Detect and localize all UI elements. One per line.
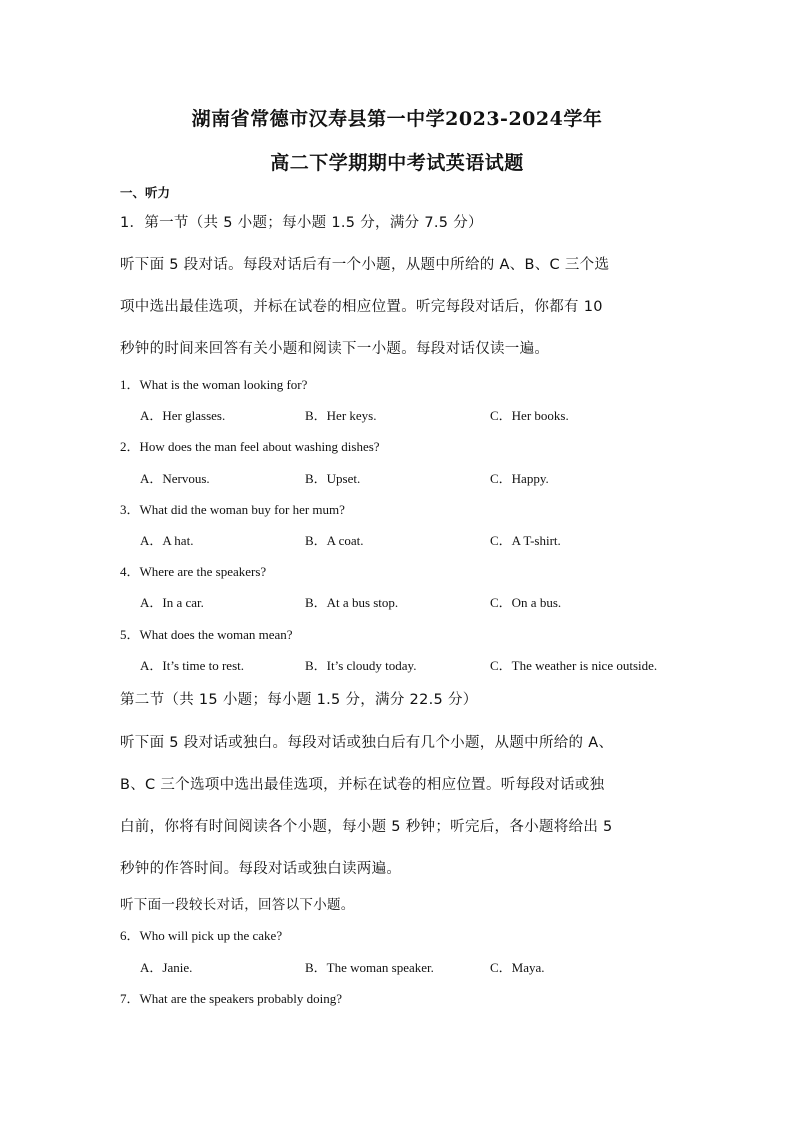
part2-instruction-line: 秒钟的作答时间。每段对话或独白读两遍。 — [120, 861, 402, 877]
part1-instruction-line: 听下面 5 段对话。每段对话后有一个小题，从题中所给的 A、B、C 三个选 — [120, 257, 610, 273]
exam-title-line-1: 湖南省常德市汉寿县第一中学2023-2024学年 — [191, 108, 603, 130]
part2-instruction-line: 白前，你将有时间阅读各个小题，每小题 5 秒钟；听完后，各小题将给出 5 — [120, 819, 613, 835]
question-1-option-b: B．Her keys. — [305, 408, 377, 423]
question-2-stem: 2．How does the man feel about washing dishes? — [120, 439, 380, 454]
section-heading-listening: 一、听力 — [120, 185, 171, 200]
part1-instruction-line: 秒钟的时间来回答有关小题和阅读下一小题。每段对话仅读一遍。 — [120, 341, 550, 357]
question-1-option-c: C．Her books. — [490, 408, 569, 423]
question-6-option-a: A．Janie. — [140, 960, 193, 975]
question-6-stem: 6．Who will pick up the cake? — [120, 928, 283, 943]
question-6-option-b: B．The woman speaker. — [305, 960, 434, 975]
part1-instruction-line: 项中选出最佳选项，并标在试卷的相应位置。听完每段对话后，你都有 10 — [120, 299, 603, 315]
question-3-stem: 3．What did the woman buy for her mum? — [120, 502, 345, 517]
exam-title-line-2: 高二下学期期中考试英语试题 — [270, 152, 524, 174]
question-5-option-b: B．It’s cloudy today. — [305, 658, 417, 673]
part2-sub-instruction: 听下面一段较长对话，回答以下小题。 — [120, 897, 355, 913]
question-1-option-a: A．Her glasses. — [140, 408, 226, 423]
question-4-stem: 4．Where are the speakers? — [120, 564, 267, 579]
part2-instruction-line: 听下面 5 段对话或独白。每段对话或独白后有几个小题，从题中所给的 A、 — [120, 735, 614, 751]
part2-instruction-line: B、C 三个选项中选出最佳选项，并标在试卷的相应位置。听每段对话或独 — [120, 777, 605, 793]
question-5-stem: 5．What does the woman mean? — [120, 627, 293, 642]
question-7-stem: 7．What are the speakers probably doing? — [120, 991, 343, 1006]
part1-header: 1．第一节（共 5 小题；每小题 1.5 分，满分 7.5 分） — [120, 215, 483, 231]
part2-header: 第二节（共 15 小题；每小题 1.5 分，满分 22.5 分） — [120, 692, 478, 708]
question-2-option-b: B．Upset. — [305, 471, 361, 486]
question-4-option-a: A．In a car. — [140, 595, 204, 610]
question-2-option-a: A．Nervous. — [140, 471, 210, 486]
question-4-option-b: B．At a bus stop. — [305, 595, 399, 610]
question-4-option-c: C．On a bus. — [490, 595, 562, 610]
question-6-option-c: C．Maya. — [490, 960, 545, 975]
question-3-option-c: C．A T-shirt. — [490, 533, 561, 548]
question-1-stem: 1．What is the woman looking for? — [120, 377, 308, 392]
question-3-option-a: A．A hat. — [140, 533, 194, 548]
question-5-option-a: A．It’s time to rest. — [140, 658, 244, 673]
question-3-option-b: B．A coat. — [305, 533, 364, 548]
question-5-option-c: C．The weather is nice outside. — [490, 658, 658, 673]
question-2-option-c: C．Happy. — [490, 471, 549, 486]
